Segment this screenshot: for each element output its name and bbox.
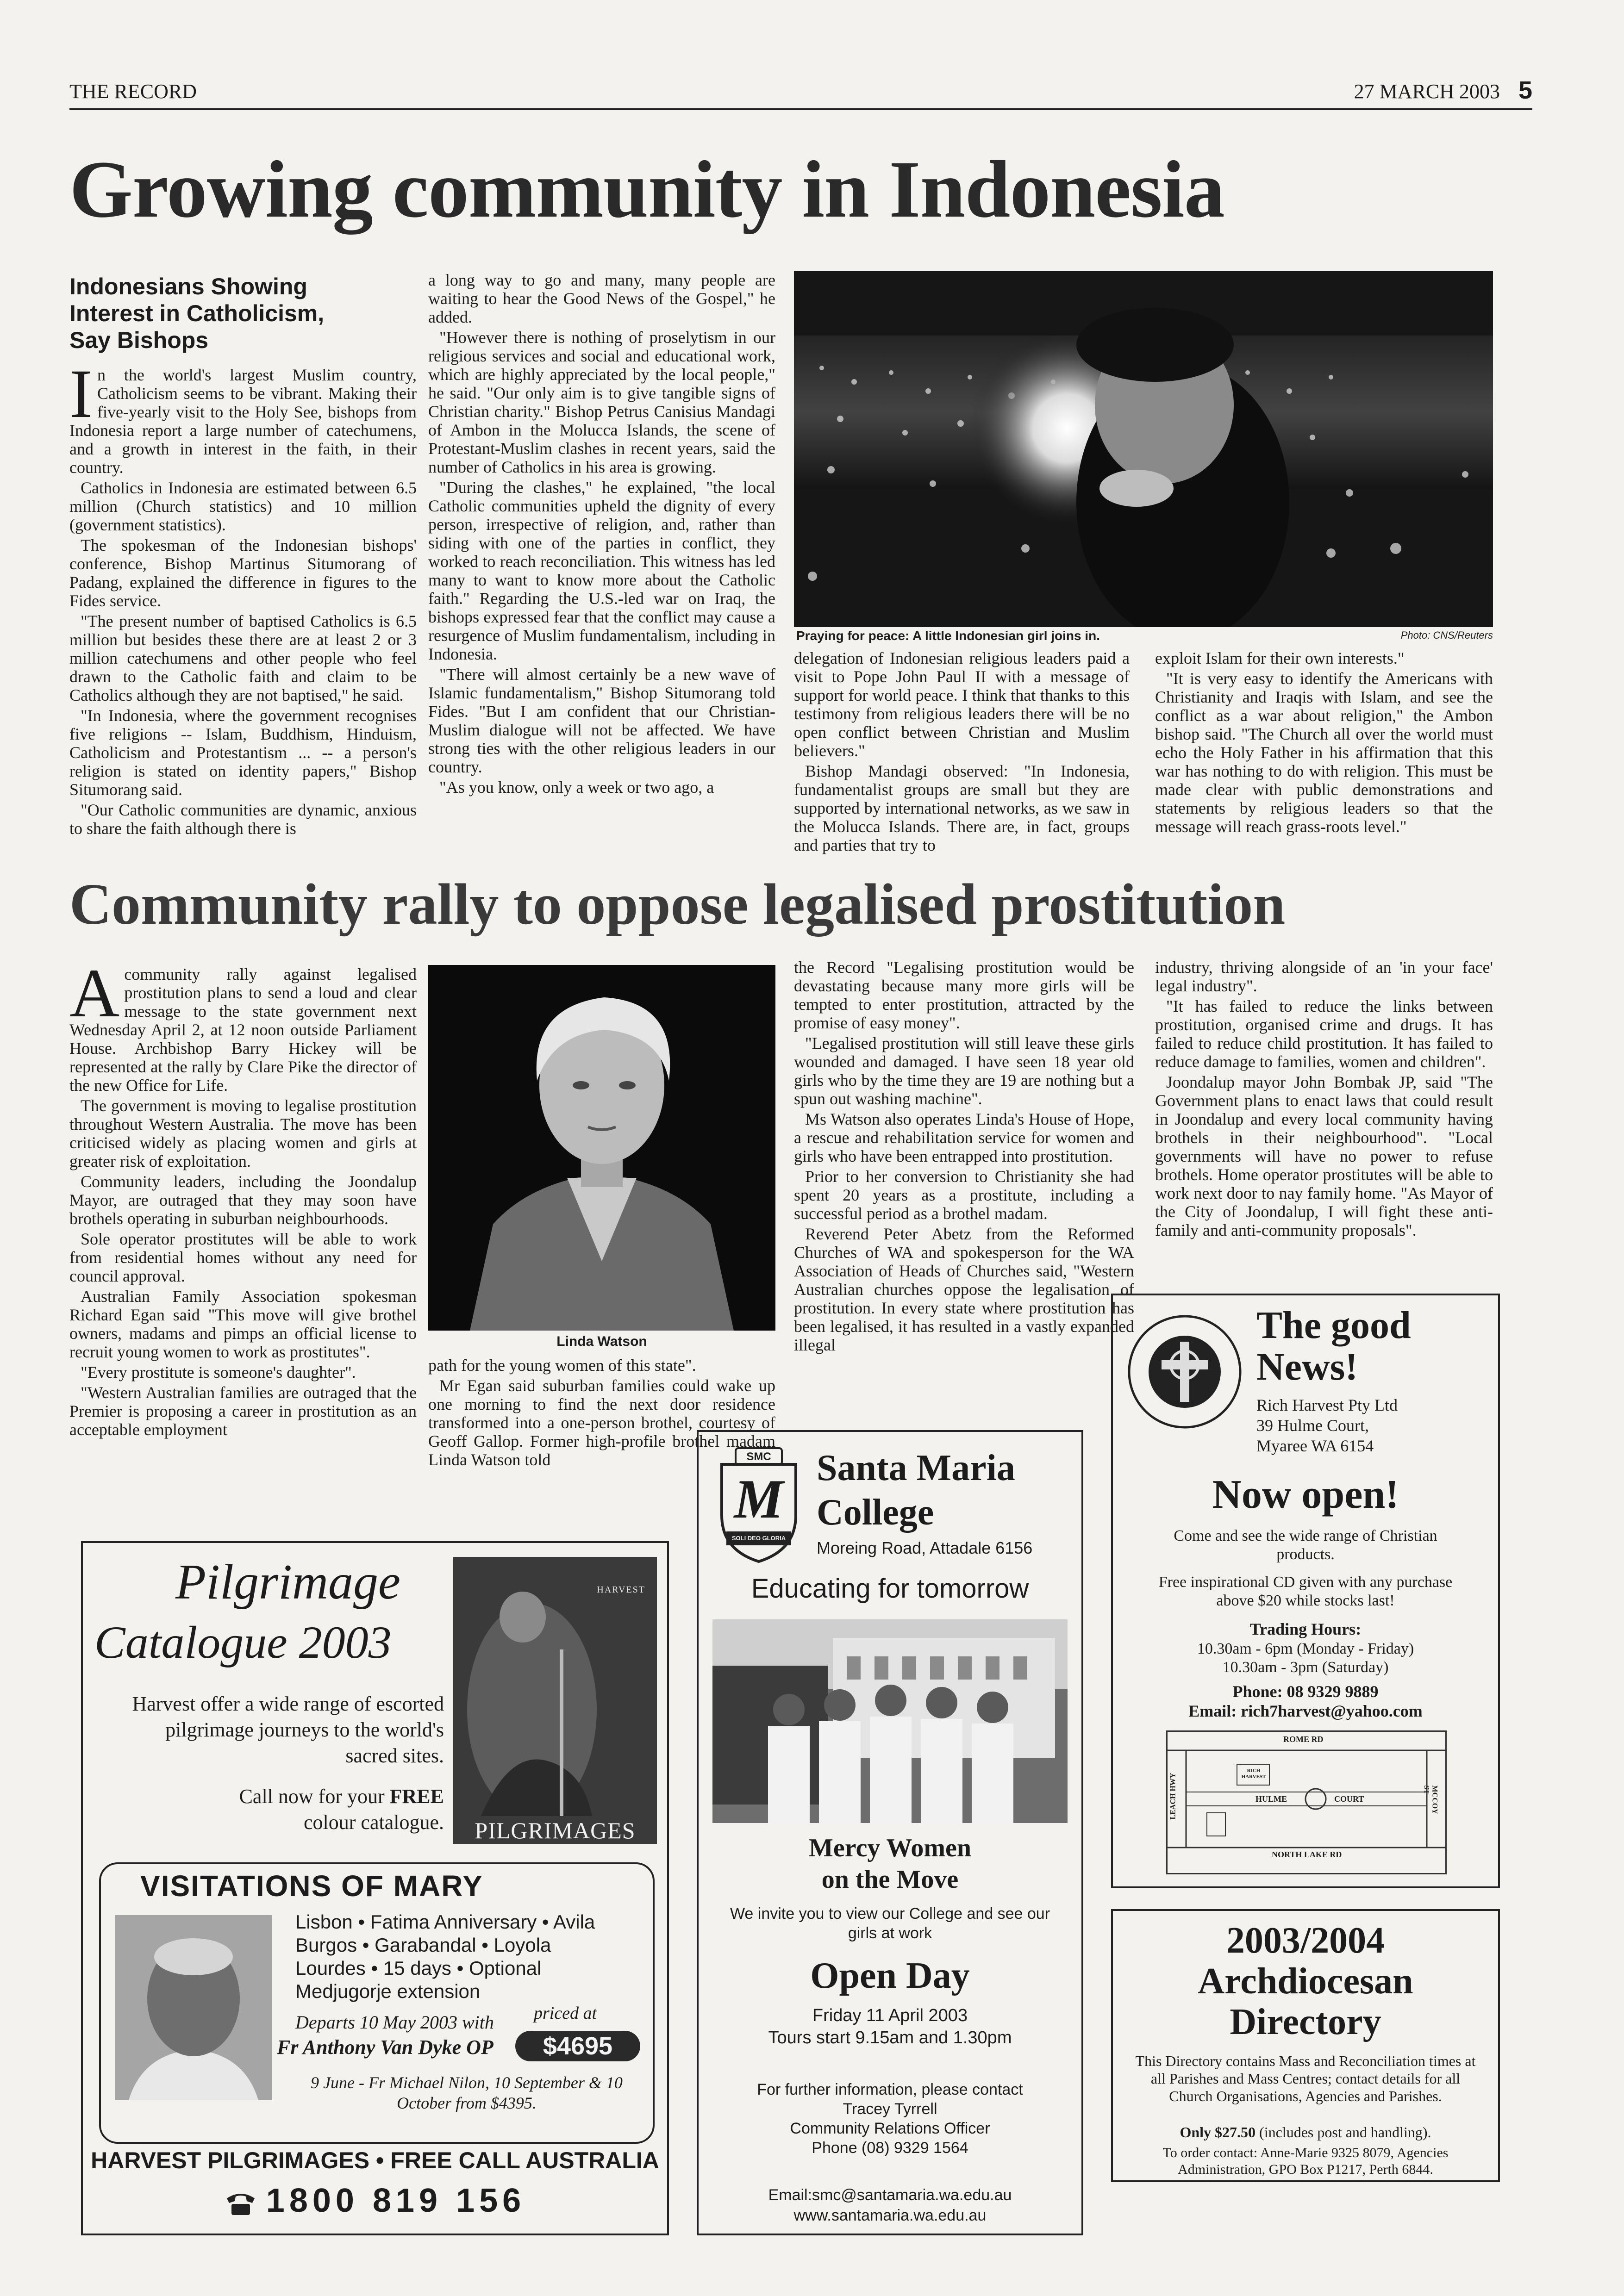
priest-portrait-image (115, 1915, 272, 2100)
cover-label: PILGRIMAGES (475, 1817, 636, 1843)
paragraph: Australian Family Association spokesman Richard Egan said "This move will give brothel owners, madams and pimps an official license to recruit young women to work as prostitutes". (69, 1287, 417, 1361)
location-map (1166, 1730, 1447, 1874)
telephone-icon (225, 2189, 257, 2217)
college-contact (699, 2080, 1081, 2158)
directory-price (1113, 2124, 1498, 2141)
paragraph: n the world's largest Muslim country, Catholicism seems to be vibrant. Making their five-yearly visit to the Holy See, bishops from Indonesia report a large number of catechumens, and a growth in interest in the faith, in their country. (69, 366, 417, 477)
directory-description: This Directory contains Mass and Reconciliation times at all Parishes and Mass Centres; contact details for all Church Organisations, Agencies and Parishes. (1135, 2053, 1476, 2104)
price-bold: Only $27.50 (1180, 2124, 1256, 2140)
heading-line: Mercy Women (809, 1834, 971, 1862)
college-photo (712, 1619, 1068, 1823)
students-image (712, 1619, 1068, 1823)
catalogue-title: Catalogue 2003 (94, 1617, 392, 1668)
open-day-tours: Tours start 9.15am and 1.30pm (768, 2028, 1012, 2047)
paragraph: Mr Egan said suburban families could wake up one morning to find the next door residence transformed into a one-person brothel, courtesy of Geoff Gallop. Former high-profile brothel madam Linda Watson told (428, 1376, 775, 1469)
paragraph: path for the young women of this state". (428, 1356, 696, 1375)
open-day-heading: Open Day (810, 1955, 970, 1996)
map-label-hulme: HULME (1255, 1794, 1287, 1804)
shop-email: Email: rich7harvest@yahoo.com (1188, 1702, 1423, 1720)
paragraph: "It has failed to reduce the links between prostitution, organised crime and drugs. It has failed to reduce child prostitution. It has failed to reduce damage to families, women and children". (1155, 997, 1493, 1071)
article2-column-4 (1155, 958, 1493, 1282)
paragraph: a long way to go and many, many people are waiting to hear the Good News of the Gospel," he added. (428, 271, 775, 326)
article1-headline: Growing community in Indonesia (69, 144, 1224, 235)
crest-motto: SOLI DEO GLORIA (731, 1535, 786, 1542)
paragraph: community rally against legalised prostitution plans to send a loud and clear message to the state government next Wednesday April 2, at 12 noon outside Parliament House. Archbishop Barry Hickey will be represented at the rally by Clare Pike the director of the new Office for Life. (69, 965, 417, 1095)
paragraph: "It is very easy to identify the Americans with Christianity and Iraqis with Islam, and see the conflict as a war about religion," the Ambon bishop said. "The Church all over the world must echo the Holy Father in his affirmation that this war has nothing to do with religion. This must be made clear with public demonstrations and statements by religious leaders so that the message will reach grass-roots level." (1155, 669, 1493, 836)
dropcap: A (69, 965, 120, 1032)
paragraph: Joondalup mayor John Bombak JP, said "The Government plans to enact laws that could result in Joondalup and every local community having brothels in their neighbourhood". "Local governments will have no power to refuse brothels. Home operator prostitutes will be able to work next door to nay family home. "As Mayor of the City of Joondalup, I will fight these anti-family and anti-community proposals". (1155, 1073, 1493, 1239)
visitations-panel (99, 1862, 655, 2144)
call-text-2: colour catalogue. (304, 1811, 444, 1834)
directory-contact: To order contact: Anne-Marie 9325 8079, Agencies Administration, GPO Box P1217, Perth 6844. (1162, 2145, 1449, 2177)
call-text: Call now for your (239, 1785, 390, 1808)
pilgrim-painting-image (453, 1557, 657, 1844)
photo-linda-watson (428, 965, 775, 1331)
paragraph: Ms Watson also operates Linda's House of Hope, a rescue and rehabilitation service for women and girls who have been entrapped into prostitution. (794, 1110, 1134, 1165)
price-note: (includes post and handling). (1255, 2124, 1431, 2140)
paragraph: "There will almost certainly be a new wave of Islamic fundamentalism," Bishop Situmorang told Fides. "But I am confident that our Christian-Muslim dialogue will not be affected. We have strong ties with the other religious leaders in our country. (428, 665, 775, 776)
shop-address (1256, 1395, 1398, 1456)
tour-leader: Fr Anthony Van Dyke OP (277, 2036, 493, 2059)
directory-title (1113, 1920, 1498, 2042)
phone-number: 1800 819 156 (266, 2182, 526, 2219)
portrait-image (428, 965, 775, 1331)
places-line: Medjugorje extension (295, 1980, 481, 2002)
places-line: Lisbon • Fatima Anniversary • Avila (295, 1911, 595, 1933)
shop-phone: Phone: 08 9329 9889 (1232, 1682, 1379, 1701)
address-line: Myaree WA 6154 (1256, 1437, 1374, 1455)
hours-title: Trading Hours: (1249, 1620, 1362, 1638)
mercy-women-heading (699, 1832, 1081, 1895)
photo-credit: Photo: CNS/Reuters (1400, 629, 1493, 641)
paragraph: "As you know, only a week or two ago, a (439, 778, 714, 796)
paragraph: "The present number of baptised Catholics is 6.5 million but besides these there are at least 2 or 3 million catechumens and other people who feel drawn to the Catholic faith and claim to be Catholics although they are not baptised," he said. (69, 612, 417, 704)
running-header (69, 76, 1532, 108)
article2-column-3 (794, 958, 1134, 1416)
contact-line: Community Relations Officer (790, 2120, 990, 2137)
map-label-north-lake-rd: NORTH LAKE RD (1272, 1850, 1342, 1859)
pilgrimage-footer: HARVEST PILGRIMAGES • FREE CALL AUSTRALIA (91, 2147, 659, 2173)
college-website: www.santamaria.wa.edu.au (793, 2207, 987, 2224)
title-line: The good (1256, 1304, 1411, 1347)
cross-logo-icon (1127, 1314, 1243, 1430)
catalogue-offer (129, 1784, 444, 1836)
paragraph: "During the clashes," he explained, "the local Catholic communities upheld the dignity of every person, irrespective of religion, and, rather than siding with one of the parties in conflict, they worked to reach reconciliation. This witness has led many to want to know more about the Catholic faith." Regarding the U.S.-led war on Iraq, the bishops expressed fear that the conflict may cause a resurgence of Muslim fundamentalism, including in Indonesia. (428, 478, 775, 663)
paragraph: the Record "Legalising prostitution would be devastating because many more girls will be tempted to enter prostitution, attracted by the promise of easy money". (794, 958, 1134, 1032)
paragraph: Catholics in Indonesia are estimated between 6.5 million (Church statistics) and 10 million (government statistics). (69, 479, 417, 534)
address-line: Rich Harvest Pty Ltd (1256, 1396, 1398, 1414)
free-text: FREE (389, 1785, 444, 1808)
paragraph: The spokesman of the Indonesian bishops' conference, Bishop Martinus Situmorang of Padang, explained the difference in figures to the Fides service. (69, 536, 417, 610)
article1-column-3 (794, 649, 1130, 866)
contact-line: Tracey Tyrrell (843, 2100, 937, 2118)
page-number: 5 (1518, 76, 1532, 104)
other-dates: 9 June - Fr Michael Nilon, 10 September & 10 October from $4395. (311, 2073, 623, 2112)
visitations-title: VISITATIONS OF MARY (140, 1869, 483, 1903)
photo-caption: Linda Watson (556, 1334, 647, 1349)
crest-initials: SMC (746, 1450, 771, 1463)
cd-offer: Free inspirational CD given with any purchase above $20 while stocks last! (1158, 1574, 1453, 1609)
catalogue-cover (453, 1557, 657, 1844)
photo-praying-girl (794, 271, 1493, 627)
paragraph: Prior to her conversion to Christianity she had spent 20 years as a prostitute, including a successful period as a brothel madam. (794, 1167, 1134, 1223)
paragraph: industry, thriving alongside of an 'in your face' legal industry". (1155, 958, 1493, 995)
photo-caption: Praying for peace: A little Indonesian girl joins in. (796, 628, 1100, 643)
pilgrimage-title (175, 1555, 400, 1610)
priest-photo (115, 1915, 272, 2100)
paragraph: Reverend Peter Abetz from the Reformed Churches of WA and spokesperson for the WA Association of Heads of Churches said, "Western Australian churches oppose the legalisation of prostitution. In every state where prostitution has been legalised, it has resulted in a vastly expanded illegal (794, 1225, 1134, 1354)
title-line: News! (1256, 1345, 1358, 1388)
paragraph: Community leaders, including the Joondalup Mayor, are outraged that they may soon have brothels operating in suburban neighbourhoods. (69, 1172, 417, 1228)
college-address: Moreing Road, Attadale 6156 (817, 1538, 1033, 1557)
paragraph: "Western Australian families are outraged that the Premier is proposing a career in prostitution as an acceptable employment (69, 1383, 417, 1439)
hours-line: 10.30am - 6pm (Monday - Friday) (1197, 1640, 1414, 1657)
article1-column-4 (1155, 649, 1493, 866)
map-label-rome-rd: ROME RD (1283, 1735, 1324, 1744)
contact-line: For further information, please contact (757, 2081, 1023, 2098)
departure-text: Departs 10 May 2003 with (295, 2012, 494, 2033)
college-crest-icon (712, 1446, 805, 1566)
paragraph: The government is moving to legalise prostitution throughout Western Australia. The move has been criticised widely as placing women and girls at greater risk of exploitation. (69, 1096, 417, 1170)
name-line: College (817, 1492, 934, 1533)
college-email: Email:smc@santamaria.wa.edu.au (768, 2186, 1012, 2204)
paragraph: "Every prostitute is someone's daughter". (81, 1363, 356, 1381)
trading-hours (1113, 1640, 1498, 1677)
address-line: 39 Hulme Court, (1256, 1416, 1369, 1435)
open-day-date: Friday 11 April 2003 (812, 2006, 968, 2025)
header-rule (69, 108, 1532, 110)
paragraph: "Our Catholic communities are dynamic, anxious to share the faith although there is (69, 801, 417, 838)
issue-date: 27 MARCH 2003 (1354, 80, 1500, 103)
name-line: Santa Maria (817, 1448, 1015, 1488)
priced-at-label: priced at (534, 2004, 597, 2023)
college-tagline: Educating for tomorrow (751, 1574, 1029, 1604)
paragraph: "However there is nothing of proselytism in our religious services and social and educational work, which are highly appreciated by the local people," he said. "Our only aim is to give tangible signs of Christian charity." Bishop Petrus Canisius Mandagi of Ambon in the Molucca Islands, the scene of Protestant-Muslim clashes in recent years, said the number of Catholics in his area is growing. (428, 328, 775, 476)
tour-places (295, 1910, 595, 2003)
candle-vigil-image (794, 271, 1493, 627)
map-label-leach-hwy: LEACH HWY (1169, 1773, 1177, 1820)
pilgrimage-phone (83, 2182, 667, 2220)
paragraph: delegation of Indonesian religious leaders paid a visit to Pope John Paul II with a message of support for world peace. I think that thanks to this testimony from religious leaders there will be no open conflict between Christian and Muslim believers." (794, 649, 1130, 760)
dropcap: I (69, 366, 93, 432)
map-label-court: COURT (1334, 1794, 1364, 1804)
contact-line: Phone (08) 9329 1564 (812, 2139, 968, 2157)
pilgrimage-description: Harvest offer a wide range of escorted pilgrimage journeys to the world's sacred sites. (132, 1692, 444, 1767)
article2-headline: Community rally to oppose legalised prostitution (69, 872, 1286, 937)
map-label-mccoy-st: MCCOY ST (1422, 1785, 1439, 1814)
ad-good-news (1111, 1294, 1500, 1888)
paragraph: Bishop Mandagi observed: "In Indonesia, fundamentalist groups are small but they are supported by international networks, as we saw in the Molucca Islands. There are, in fact, groups and parties that try to (794, 762, 1130, 854)
title-line: 2003/2004 (1226, 1920, 1385, 1961)
article1-column-2 (428, 271, 775, 865)
places-line: Lourdes • 15 days • Optional (295, 1957, 542, 1979)
college-name (817, 1446, 1015, 1535)
article1-subhead: Indonesians Showing Interest in Catholicism, Say Bishops (69, 274, 325, 353)
good-news-title (1256, 1305, 1411, 1388)
ad-santa-maria-college (697, 1430, 1083, 2235)
ad-pilgrimage (81, 1541, 669, 2235)
title-line: Pilgrimage (175, 1555, 400, 1610)
cover-brand: HARVEST (597, 1585, 645, 1595)
article2-column-1 (69, 965, 417, 1527)
college-invite: We invite you to view our College and see our girls at work (730, 1905, 1050, 1942)
shop-description: Come and see the wide range of Christian products. (1174, 1527, 1437, 1563)
paragraph: "In Indonesia, where the government recognises five religions -- Islam, Buddhism, Hinduism, Catholicism and Protestantism ... -- a person's religion is stated on identity papers," Bishop Situmorang said. (69, 706, 417, 799)
paragraph: exploit Islam for their own interests." (1155, 649, 1405, 667)
article1-column-1 (69, 366, 417, 865)
places-line: Burgos • Garabandal • Loyola (295, 1934, 551, 1956)
crest-letter: M (734, 1468, 784, 1530)
now-open-heading: Now open! (1212, 1472, 1399, 1517)
paragraph: Sole operator prostitutes will be able to work from residential homes without any need for council approval. (69, 1230, 417, 1285)
map-label-shop: RICH HARVEST (1241, 1768, 1266, 1780)
ad-archdiocesan-directory (1111, 1909, 1500, 2182)
title-line: Directory (1230, 2002, 1381, 2042)
paper-name: THE RECORD (69, 80, 197, 103)
hours-line: 10.30am - 3pm (Saturday) (1222, 1659, 1389, 1676)
price-badge: $4695 (515, 2031, 640, 2061)
heading-line: on the Move (821, 1865, 959, 1894)
title-line: Archdiocesan (1198, 1961, 1413, 2002)
paragraph: "Legalised prostitution will still leave these girls wounded and damaged. I have seen 18 year old girls who by the time they are 19 are nothing but a spun out washing machine". (794, 1034, 1134, 1108)
